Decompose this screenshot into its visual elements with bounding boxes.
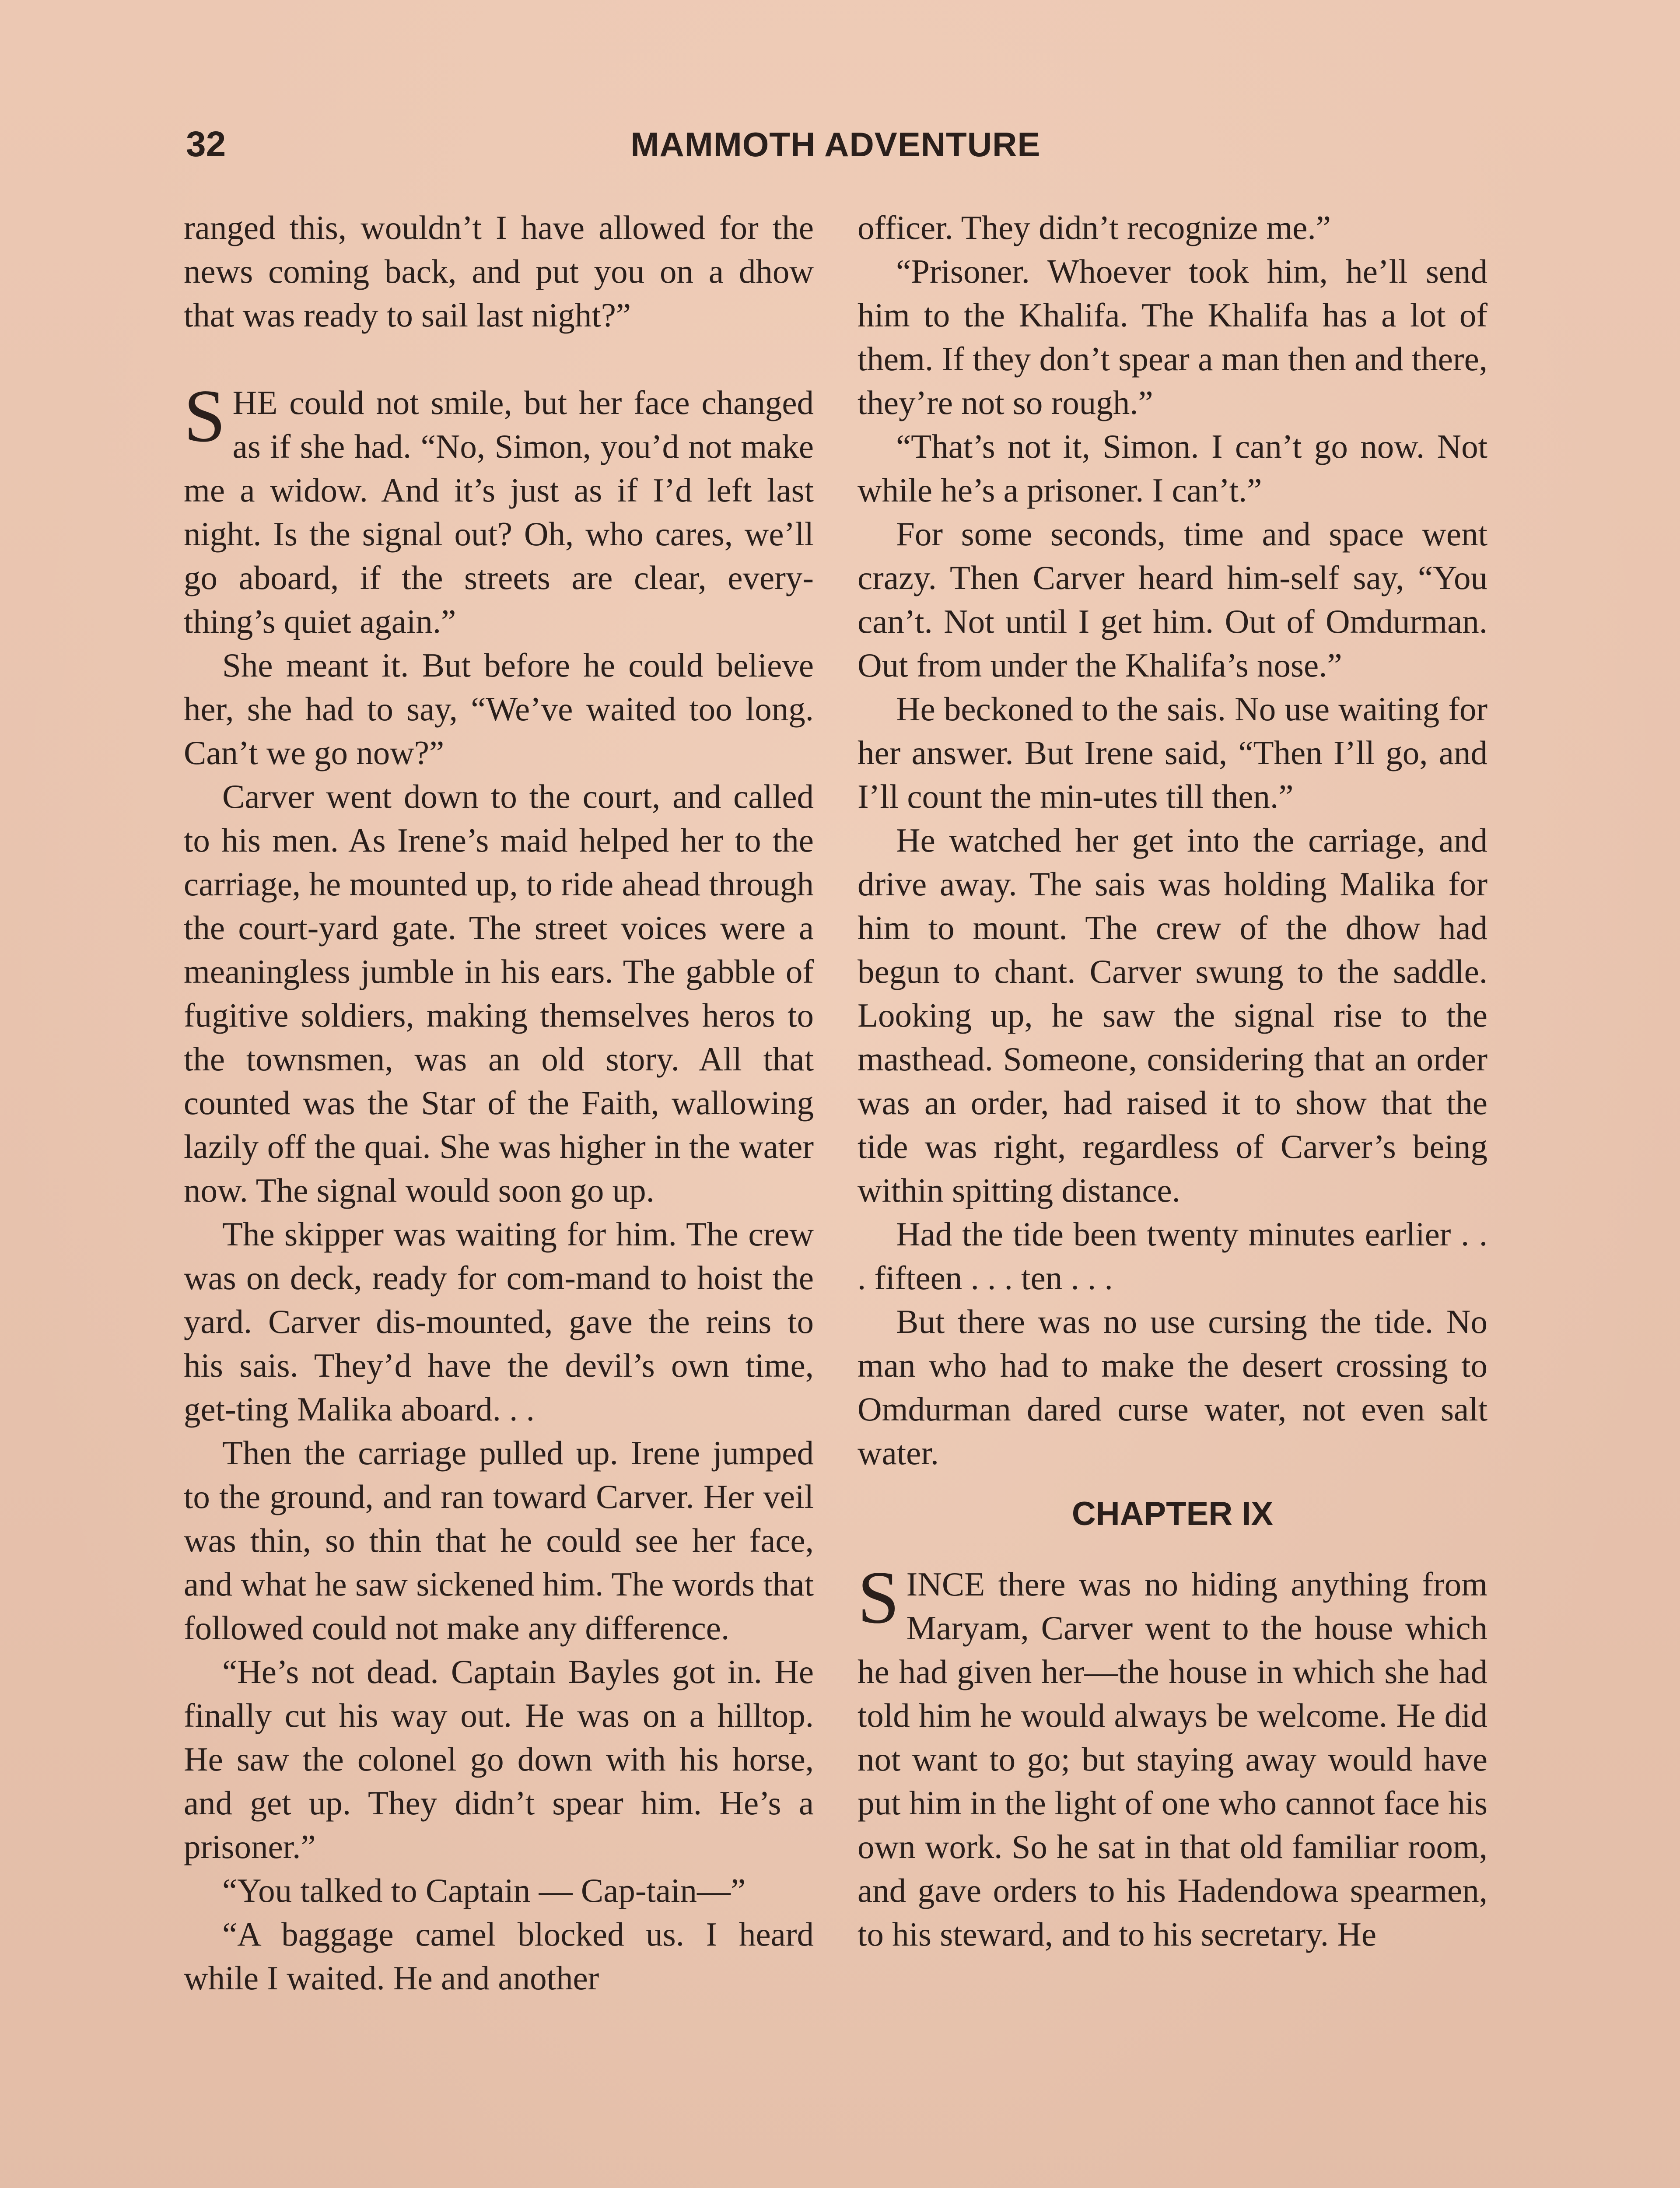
paragraph: “He’s not dead. Captain Bayles got in. He finally cut his way out. He was on a hilltop. He saw the colonel go down with his horse, and get up. They didn’t spear him. He’s a prisoner.” xyxy=(184,1653,814,1865)
drop-cap: S xyxy=(184,375,226,458)
left-column xyxy=(184,206,814,2000)
paragraph: officer. They didn’t recognize me.” xyxy=(858,209,1331,246)
paragraph: “You talked to Captain — Cap-tain—” xyxy=(222,1872,746,1909)
paragraph: He beckoned to the sais. No use waiting for her answer. But Irene said, “Then I’ll go, and I’ll count the min-utes till then.” xyxy=(858,690,1488,815)
paragraph: “A baggage camel blocked us. I heard while I waited. He and another xyxy=(184,1915,814,1997)
paragraph: For some seconds, time and space went crazy. Then Carver heard him-self say, “You can’t. Not until I get him. Out of Omdurman. Out from under the Khalifa’s nose.” xyxy=(858,515,1488,684)
paragraph-dropcap xyxy=(858,1556,1488,1956)
paragraph: He watched her get into the carriage, and drive away. The sais was holding Malika for him to mount. The crew of the dhow had begun to chant. Carver swung to the saddle. Looking up, he saw the signal rise to the masthead. Someone, considering that an order was an order, had raised it to show that the tide was right, regardless of Carver’s being within spitting distance. xyxy=(858,821,1488,1209)
paragraph: ranged this, wouldn’t I have allowed for the news coming back, and put you on a dhow that was ready to sail last night?” xyxy=(184,209,814,334)
page-header xyxy=(0,118,1680,171)
paragraph: Carver went down to the court, and called to his men. As Irene’s maid helped her to the carriage, he mounted up, to ride ahead through the court-yard gate. The street voices were a meaningless jumble in his ears. The gabble of fugitive soldiers, making themselves heros to the townsmen, was an old story. All that counted was the Star of the Faith, wallowing lazily off the quai. She was higher in the water now. The signal would soon go up. xyxy=(184,778,814,1209)
paragraph: Then the carriage pulled up. Irene jumped to the ground, and ran toward Carver. Her veil was thin, so thin that he could see her face, and what he saw sickened him. The words that followed could not make any difference. xyxy=(184,1434,814,1647)
chapter-heading: CHAPTER IX xyxy=(1071,1495,1274,1532)
paragraph: The skipper was waiting for him. The crew was on deck, ready for com-mand to hoist the yard. Carver dis-mounted, gave the reins to his sais. They’d have the devil’s own time, get-ting Malika aboard. . . xyxy=(184,1215,814,1428)
right-column xyxy=(858,206,1488,1956)
paragraph: But there was no use cursing the tide. No man who had to make the desert crossing to Omdurman dared curse water, not even salt water. xyxy=(858,1303,1488,1472)
page-number: 32 xyxy=(186,124,226,164)
paragraph: Had the tide been twenty minutes earlier . . . fifteen . . . ten . . . xyxy=(858,1215,1488,1297)
paragraph-text: HE could not smile, but her face changed as if she had. “No, Simon, you’d not make me a widow. And it’s just as if I’d left last night. Is the signal out? Oh, who cares, we’ll go aboard, if the streets are clear, every-thing’s quiet again.” xyxy=(184,384,814,640)
paragraph-text: INCE there was no hiding anything from Maryam, Carver went to the house which he had given her—the house in which she had told him he would always be welcome. He did not want to go; but staying away would have put him in the light of one who cannot face his own work. So he sat in that old familiar room, and gave orders to his Hadendowa spearmen, to his steward, and to his secretary. He xyxy=(858,1565,1488,1953)
paragraph-dropcap xyxy=(184,375,814,643)
paragraph: “Prisoner. Whoever took him, he’ll send him to the Khalifa. The Khalifa has a lot of them. If they don’t spear a man then and there, they’re not so rough.” xyxy=(858,252,1488,421)
paragraph: She meant it. But before he could believe her, she had to say, “We’ve waited too long. Can’t we go now?” xyxy=(184,646,814,771)
paragraph: “That’s not it, Simon. I can’t go now. Not while he’s a prisoner. I can’t.” xyxy=(858,428,1488,509)
drop-cap: S xyxy=(858,1556,900,1639)
running-title: MAMMOTH ADVENTURE xyxy=(630,125,1041,164)
